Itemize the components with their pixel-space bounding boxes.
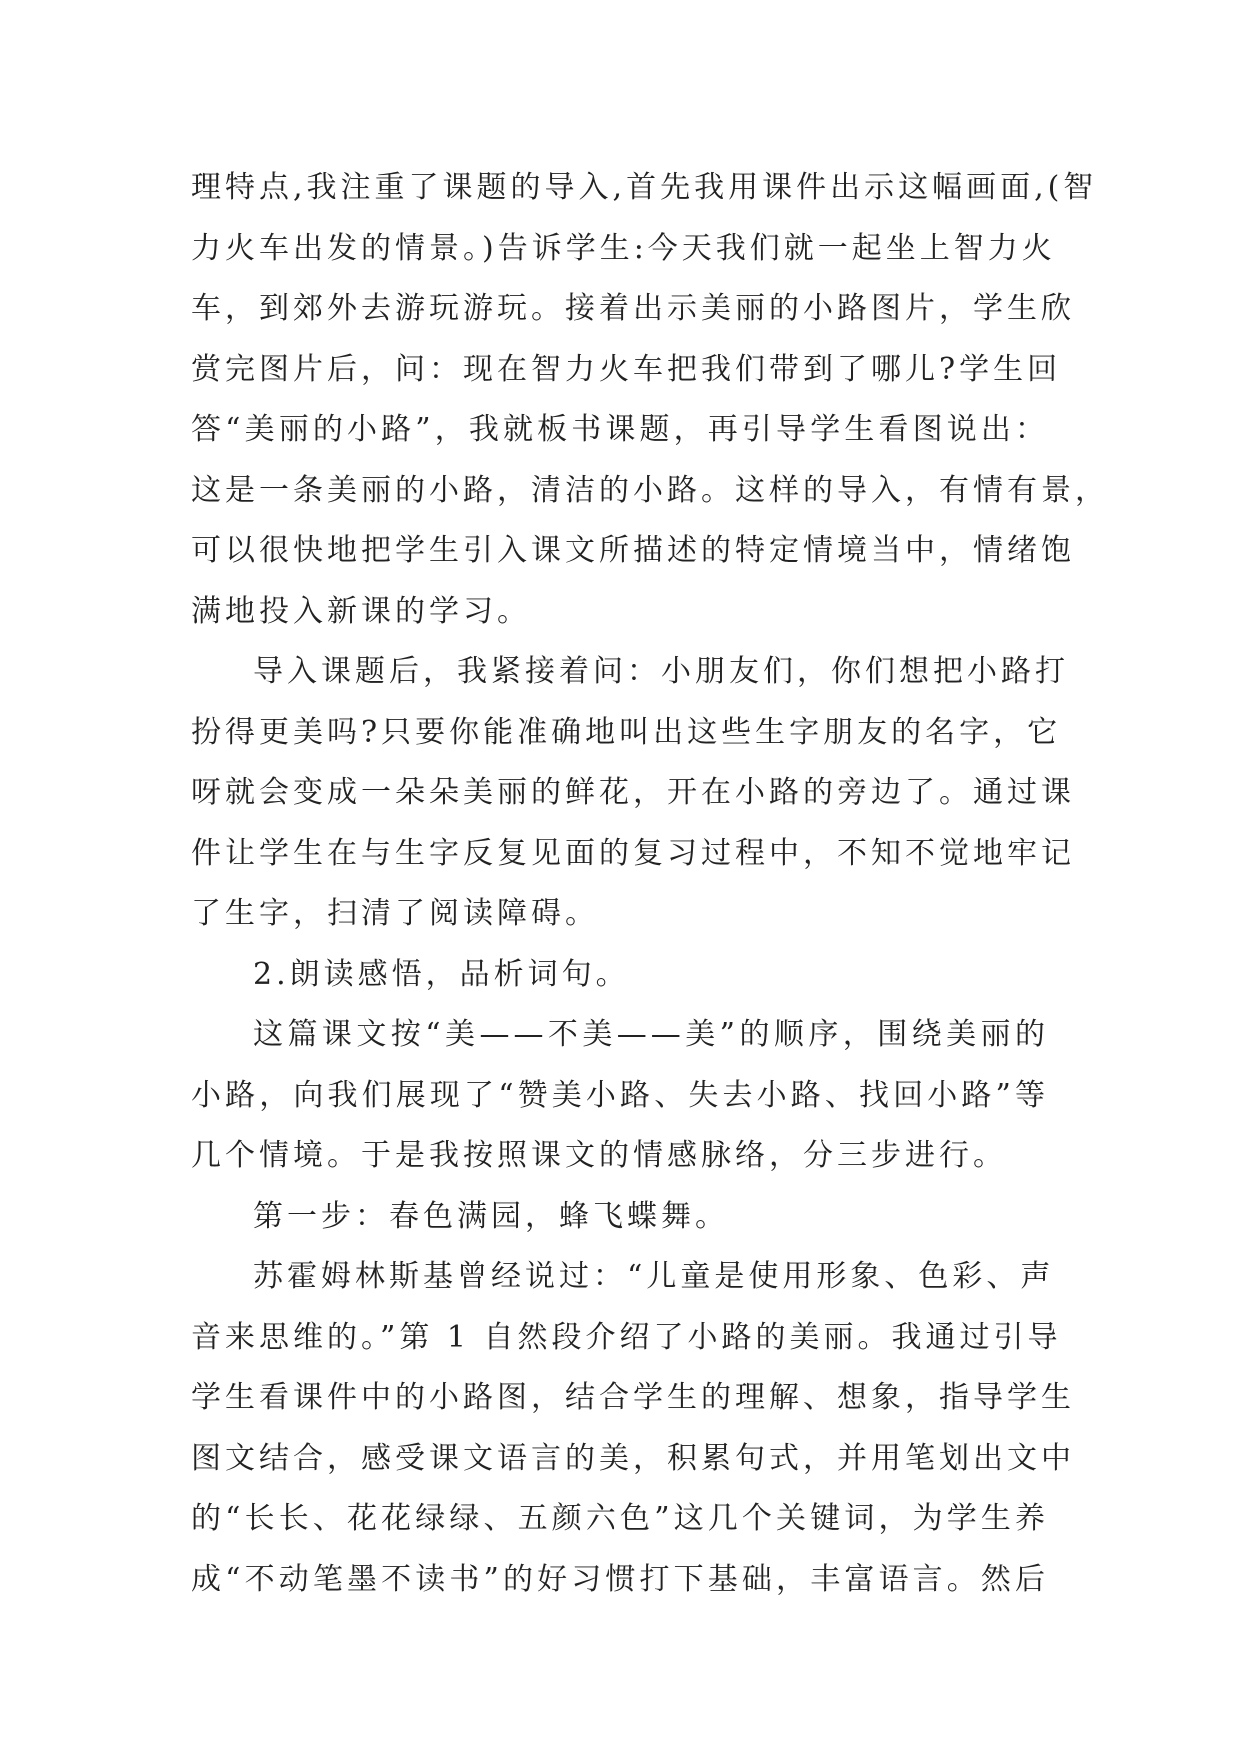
text-line: 件让学生在与生字反复见面的复习过程中，不知不觉地牢记 xyxy=(191,835,1075,871)
text-line: 这篇课文按“美——不美——美”的顺序，围绕美丽的 xyxy=(253,1017,1049,1052)
paragraph xyxy=(191,1005,1049,1187)
text-line: 了生字，扫清了阅读障碍。 xyxy=(191,896,599,931)
text-line: 答“美丽的小路”，我就板书课题，再引导学生看图说出： xyxy=(191,412,1049,447)
text-line: 扮得更美吗?只要你能准确地叫出这些生字朋友的名字，它 xyxy=(191,714,1062,750)
paragraph xyxy=(191,642,1075,945)
body-text xyxy=(191,158,1109,1610)
text-line: 力火车出发的情景。)告诉学生:今天我们就一起坐上智力火 xyxy=(191,230,1056,266)
text-line: 2.朗读感悟，品析词句。 xyxy=(253,956,630,992)
text-line: 苏霍姆林斯基曾经说过：“儿童是使用形象、色彩、声 xyxy=(253,1259,1055,1294)
text-line: 图文结合，感受课文语言的美，积累句式，并用笔划出文中 xyxy=(191,1440,1075,1476)
text-line: 几个情境。于是我按照课文的情感脉络，分三步进行。 xyxy=(191,1138,1007,1173)
text-line: 第一步：春色满园，蜂飞蝶舞。 xyxy=(253,1198,729,1234)
text-line: 成“不动笔墨不读书”的好习惯打下基础，丰富语言。然后 xyxy=(191,1561,1049,1597)
text-line: 这是一条美丽的小路，清洁的小路。这样的导入，有情有景， xyxy=(191,472,1109,508)
paragraph xyxy=(191,1187,1049,1248)
text-line: 音来思维的。”第 1 自然段介绍了小路的美丽。我通过引导 xyxy=(191,1319,1062,1355)
text-line: 车，到郊外去游玩游玩。接着出示美丽的小路图片，学生欣 xyxy=(191,291,1075,326)
paragraph xyxy=(191,1247,1075,1610)
text-line: 满地投入新课的学习。 xyxy=(191,593,531,629)
paragraph xyxy=(191,945,1049,1006)
text-line: 赏完图片后，问：现在智力火车把我们带到了哪儿?学生回 xyxy=(191,351,1062,387)
paragraph xyxy=(191,158,1109,642)
text-line: 可以很快地把学生引入课文所描述的特定情境当中，情绪饱 xyxy=(191,533,1075,568)
text-line: 的“长长、花花绿绿、五颜六色”这几个关键词，为学生养 xyxy=(191,1501,1049,1536)
text-line: 学生看课件中的小路图，结合学生的理解、想象，指导学生 xyxy=(191,1380,1075,1415)
text-line: 导入课题后，我紧接着问：小朋友们，你们想把小路打 xyxy=(253,654,1069,689)
text-line: 呀就会变成一朵朵美丽的鲜花，开在小路的旁边了。通过课 xyxy=(191,775,1075,810)
text-line: 小路，向我们展现了“赞美小路、失去小路、找回小路”等 xyxy=(191,1077,1049,1113)
text-line: 理特点,我注重了课题的导入,首先我用课件出示这幅画面,(智 xyxy=(191,170,1098,205)
